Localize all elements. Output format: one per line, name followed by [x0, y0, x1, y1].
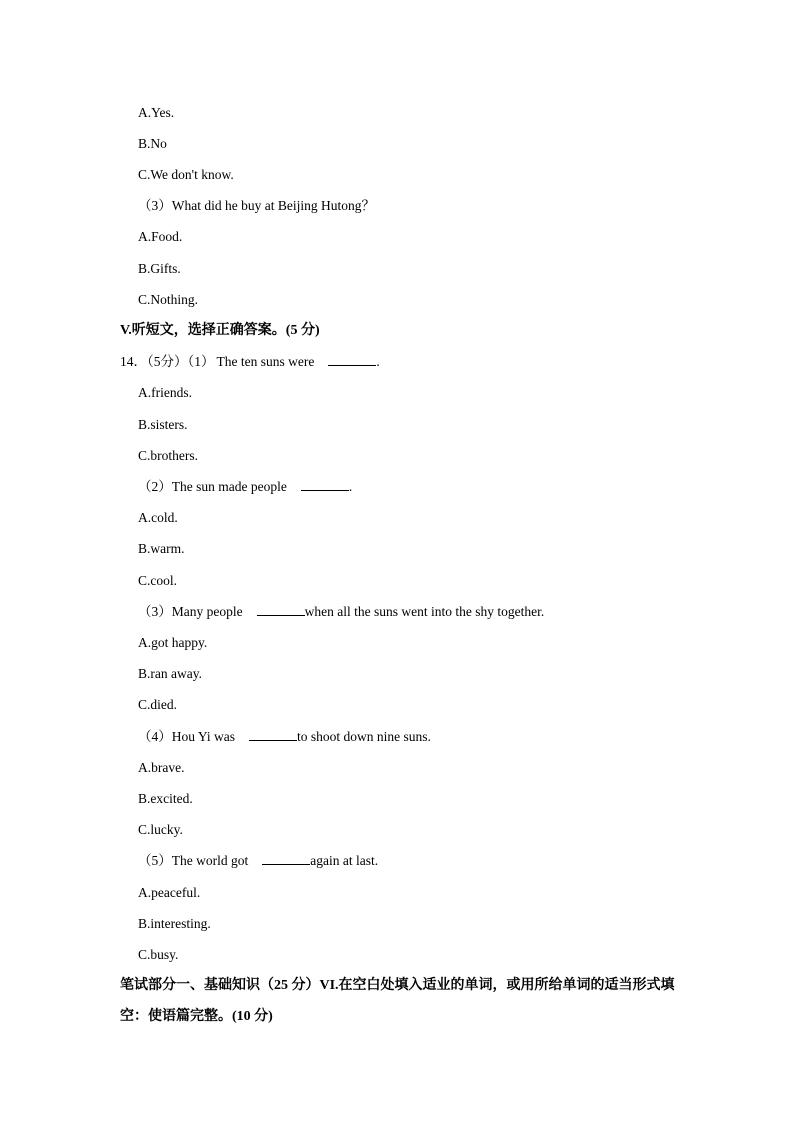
q14-3-text-before: Many people: [171, 604, 243, 619]
section-6-heading-line-2: 空：使语篇完整。(10 分): [120, 1009, 273, 1024]
q14-1-text-after: .: [376, 354, 380, 369]
q14-1-num: （1）: [187, 354, 215, 369]
q14-2-option-c: C.cool.: [138, 573, 177, 588]
q14-3-num: （3）: [138, 604, 172, 619]
q14-5-stem: [138, 852, 378, 870]
q14-2-stem: [138, 478, 352, 496]
q14-1-text-before: The ten suns were: [216, 354, 315, 369]
q13-3-option-b: B.Gifts.: [138, 261, 181, 276]
q14-3-text-after: when all the suns went into the shy together.: [304, 604, 545, 619]
q14-1-option-c: C.brothers.: [138, 448, 198, 463]
q14-3-option-c: C.died.: [138, 697, 177, 712]
section-6-heading-line-1: 笔试部分一、基础知识（25 分）VI.在空白处填入适业的单词，或用所给单词的适当形式填: [120, 978, 675, 993]
q14-1-option-a: A.friends.: [138, 385, 192, 400]
q13-3-stem: （3）What did he buy at Beijing Hutong？: [138, 198, 375, 213]
q13-2-option-a: A.Yes.: [138, 105, 175, 120]
q14-5-num: （5）: [138, 853, 172, 868]
q14-4-blank: [249, 728, 297, 741]
q14-3-stem: [138, 603, 544, 621]
q14-2-option-a: A.cold.: [138, 510, 178, 525]
q14-5-option-b: B.interesting.: [138, 916, 211, 931]
q14-4-option-a: A.brave.: [138, 760, 185, 775]
q14-1-blank: [328, 353, 376, 366]
q14-3-option-b: B.ran away.: [138, 666, 202, 681]
q14-5-text-after: again at last.: [310, 853, 379, 868]
q14-4-text-after: to shoot down nine suns.: [297, 729, 431, 744]
q13-3-option-a: A.Food.: [138, 229, 183, 244]
q14-4-option-c: C.lucky.: [138, 822, 183, 837]
q14-2-option-b: B.warm.: [138, 541, 185, 556]
q14-5-text-before: The world got: [171, 853, 249, 868]
q14-4-text-before: Hou Yi was: [171, 729, 235, 744]
q14-4-option-b: B.excited.: [138, 791, 193, 806]
section-5-heading: V.听短文，选择正确答案。(5 分): [120, 323, 320, 338]
q14-2-blank: [301, 478, 349, 491]
q14-3-blank: [257, 603, 305, 616]
q14-3-option-a: A.got happy.: [138, 635, 208, 650]
q14-5-blank: [262, 852, 310, 865]
q14-2-num: （2）: [138, 479, 172, 494]
q14-5-option-c: C.busy.: [138, 947, 179, 962]
q14-1-option-b: B.sisters.: [138, 417, 188, 432]
q14-1-stem: [120, 353, 380, 371]
q14-number: 14．: [120, 354, 147, 369]
q14-4-num: （4）: [138, 729, 172, 744]
q14-2-text-after: .: [348, 479, 353, 494]
q13-2-option-c: C.We don't know.: [138, 167, 234, 182]
q13-3-option-c: C.Nothing.: [138, 292, 199, 307]
q14-5-option-a: A.peaceful.: [138, 885, 201, 900]
q14-2-text-before: The sun made people: [171, 479, 287, 494]
q13-2-option-b: B.No: [138, 136, 167, 151]
q14-4-stem: [138, 728, 431, 746]
q14-score: （5分）: [147, 354, 188, 369]
